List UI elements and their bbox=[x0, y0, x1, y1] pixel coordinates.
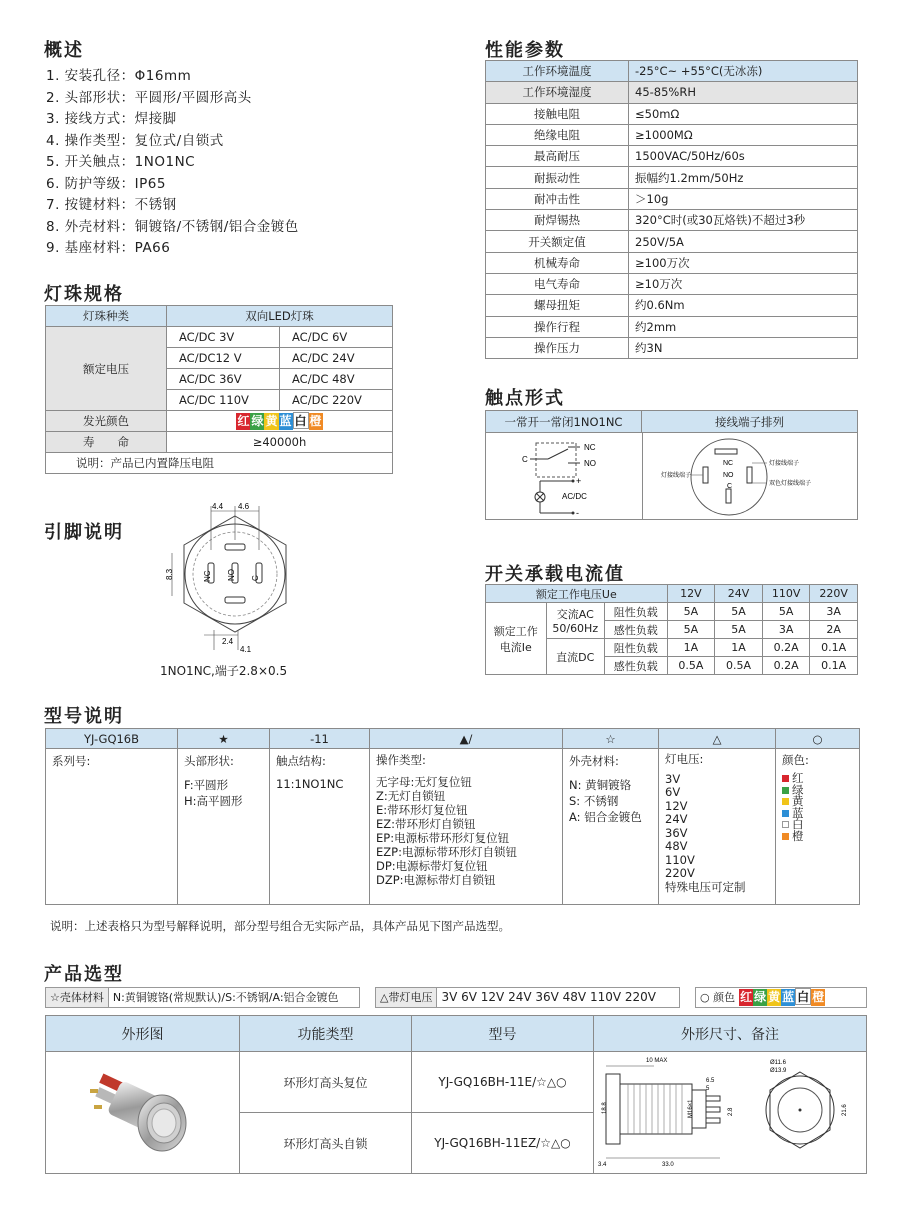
term-no: NO bbox=[723, 472, 734, 479]
current-cell: 0.5A bbox=[667, 657, 715, 675]
load-label: 阻性负载 bbox=[604, 639, 667, 657]
col-label: 灯电压: bbox=[665, 752, 704, 766]
col-item: 220V bbox=[665, 866, 695, 880]
volt-header: 12V bbox=[667, 585, 715, 603]
volt-header: 220V bbox=[810, 585, 858, 603]
dim-bottom-2: 4.1 bbox=[240, 645, 252, 654]
contact-schematic bbox=[486, 433, 642, 519]
dim-e: M16×1 bbox=[688, 1099, 694, 1118]
perf-value: ≥10万次 bbox=[629, 273, 858, 294]
schem-c: C bbox=[522, 455, 528, 464]
pin-title: 引脚说明 bbox=[44, 522, 124, 543]
list-item: 1. 安装孔径：Φ16mm bbox=[46, 68, 192, 84]
perf-value: 45-85%RH bbox=[629, 82, 858, 103]
current-cell: 2A bbox=[810, 621, 858, 639]
perf-key: 接触电阻 bbox=[486, 103, 629, 124]
led-header-kind: 双向LED灯珠 bbox=[167, 306, 393, 327]
col-item: S: 不锈钢 bbox=[569, 794, 619, 808]
current-cell: 1A bbox=[667, 639, 715, 657]
perf-value: 1500VAC/50Hz/60s bbox=[629, 146, 858, 167]
white-dot-icon bbox=[782, 821, 789, 828]
led-header-type: 灯珠种类 bbox=[46, 306, 167, 327]
color-chip-orange: 橙 bbox=[812, 990, 825, 1004]
col-item: E:带环形灯复位钮 bbox=[376, 803, 468, 817]
head-shape-col bbox=[178, 749, 270, 905]
perf-value: 约0.6Nm bbox=[629, 295, 858, 316]
list-item: 4. 操作类型：复位式/自锁式 bbox=[46, 132, 224, 149]
col-label: 触点结构: bbox=[276, 754, 326, 768]
dim-g: 3.4 bbox=[598, 1162, 607, 1168]
color-chip-orange: 橙 bbox=[309, 414, 322, 428]
overview-list bbox=[46, 66, 299, 260]
blue-dot-icon bbox=[782, 810, 789, 817]
current-cell: 5A bbox=[715, 621, 763, 639]
terminal-diagram bbox=[643, 433, 857, 519]
voltage-cell: AC/DC 6V bbox=[280, 327, 393, 348]
voltage-options-label: △带灯电压 bbox=[376, 988, 437, 1007]
schem-plus: + bbox=[576, 476, 582, 486]
col-item: 12V bbox=[665, 798, 688, 813]
pin-caption: 1NO1NC,端子2.8×0.5 bbox=[160, 664, 288, 678]
col-item: 48V bbox=[665, 839, 688, 853]
col-item: 绿 bbox=[792, 782, 804, 797]
perf-key: 开关额定值 bbox=[486, 231, 629, 252]
dim-d: 18.8 bbox=[602, 1102, 608, 1114]
dim-f: 2.8 bbox=[728, 1107, 734, 1116]
perf-key: 电气寿命 bbox=[486, 273, 629, 294]
list-item: 9. 基座材料：PA66 bbox=[46, 240, 171, 256]
dim-b: 6.5 bbox=[706, 1078, 715, 1084]
shell-col bbox=[563, 749, 659, 905]
term-nc: NC bbox=[723, 460, 734, 467]
current-cell: 5A bbox=[667, 603, 715, 621]
function-cell: 环形灯高头复位 bbox=[240, 1052, 412, 1113]
dim-top-1: 4.4 bbox=[212, 502, 224, 511]
life-value: ≥40000h bbox=[167, 432, 393, 453]
model-title: 型号说明 bbox=[44, 706, 124, 727]
model-head: ★ bbox=[178, 729, 270, 749]
term-lamp-1: 灯接线端子 bbox=[661, 473, 692, 479]
pin-diagram bbox=[150, 500, 320, 660]
col-item: 蓝 bbox=[792, 805, 804, 820]
current-cell: 5A bbox=[715, 603, 763, 621]
color-chip-white: 白 bbox=[294, 414, 307, 428]
life-label: 寿 命 bbox=[46, 432, 167, 453]
perf-value: ＞10g bbox=[629, 188, 858, 209]
perf-key: 机械寿命 bbox=[486, 252, 629, 273]
model-cell: YJ-GQ16BH-11EZ/☆△○ bbox=[412, 1113, 594, 1174]
color-chip-red: 红 bbox=[237, 414, 250, 428]
list-item: 7. 按键材料：不锈钢 bbox=[46, 197, 177, 213]
contact-header-2: 接线端子排列 bbox=[642, 411, 857, 433]
col-label: 颜色: bbox=[782, 753, 809, 767]
contact-box bbox=[485, 410, 858, 520]
perf-value: 320°C时(或30瓦烙铁)不超过3秒 bbox=[629, 210, 858, 231]
dim-a: 10 MAX bbox=[646, 1058, 668, 1064]
voltage-cell: AC/DC 110V bbox=[167, 390, 280, 411]
list-item: 2. 头部形状：平圆形/平圆形高头 bbox=[46, 89, 252, 106]
col-item: EZP:电源标带环形灯自锁钮 bbox=[376, 845, 517, 859]
red-dot-icon bbox=[782, 775, 789, 782]
perf-value: ≥1000MΩ bbox=[629, 124, 858, 145]
voltage-cell: AC/DC 48V bbox=[280, 369, 393, 390]
col-item: 3V bbox=[665, 771, 681, 786]
voltage-cell: AC/DC 36V bbox=[167, 369, 280, 390]
perf-key: 绝缘电阻 bbox=[486, 124, 629, 145]
led-table bbox=[45, 305, 393, 474]
series-col bbox=[46, 749, 178, 905]
col-item: A: 铝合金镀色 bbox=[569, 810, 642, 824]
perf-title: 性能参数 bbox=[485, 40, 565, 61]
col-item: EP:电源标带环形灯复位钮 bbox=[376, 831, 510, 845]
color-chip-green: 绿 bbox=[251, 414, 264, 428]
perf-value: -25°C~ +55°C(无冰冻) bbox=[629, 61, 858, 82]
model-head: -11 bbox=[270, 729, 370, 749]
color-chip-yellow: 黄 bbox=[265, 414, 278, 428]
shell-options-label: ☆壳体材料 bbox=[46, 988, 109, 1007]
list-item: 6. 防护等级：IP65 bbox=[46, 175, 166, 192]
volt-header: 24V bbox=[715, 585, 763, 603]
perf-value: 约2mm bbox=[629, 316, 858, 337]
dimension-cell bbox=[594, 1052, 867, 1174]
led-note: 说明：产品已内置降压电阻 bbox=[46, 453, 393, 474]
model-head: ☆ bbox=[563, 729, 659, 749]
dim-i: Ø11.6 bbox=[770, 1060, 786, 1066]
green-dot-icon bbox=[782, 787, 789, 794]
list-item: 3. 接线方式：焊接脚 bbox=[46, 111, 177, 127]
dim-c: 5 bbox=[706, 1086, 710, 1092]
perf-key: 工作环境湿度 bbox=[486, 82, 629, 103]
color-options bbox=[695, 987, 867, 1008]
orange-dot-icon bbox=[782, 833, 789, 840]
model-head: YJ-GQ16B bbox=[46, 729, 178, 749]
current-cell: 5A bbox=[667, 621, 715, 639]
col-item: F:平圆形 bbox=[184, 778, 229, 792]
color-chip-yellow: 黄 bbox=[768, 990, 781, 1004]
perf-key: 最高耐压 bbox=[486, 146, 629, 167]
col-item: 特殊电压可定制 bbox=[665, 879, 746, 894]
term-c: C bbox=[727, 483, 733, 490]
voltage-cell: AC/DC 24V bbox=[280, 348, 393, 369]
rated-voltage-label: 额定电压 bbox=[46, 327, 167, 411]
list-item: 8. 外壳材料：铜镀铬/不锈钢/铝合金镀色 bbox=[46, 218, 299, 235]
col-item: Z:无灯自锁钮 bbox=[376, 789, 446, 803]
col-item: 黄 bbox=[792, 794, 804, 808]
dc-label: 直流DC bbox=[546, 639, 604, 675]
col-item: 11:1NO1NC bbox=[276, 777, 344, 791]
current-cell: 5A bbox=[762, 603, 810, 621]
shell-options-value: N:黄铜镀铬(常规默认)/S:不锈钢/A:铝合金镀色 bbox=[112, 991, 339, 1004]
perf-key: 操作行程 bbox=[486, 316, 629, 337]
model-head: ▲/ bbox=[370, 729, 563, 749]
overview-title: 概述 bbox=[44, 40, 84, 61]
current-cell: 0.2A bbox=[762, 639, 810, 657]
model-head: △ bbox=[659, 729, 776, 749]
product-image-cell bbox=[46, 1052, 240, 1174]
perf-key: 螺母扭矩 bbox=[486, 295, 629, 316]
perf-key: 耐冲击性 bbox=[486, 188, 629, 209]
perf-table bbox=[485, 60, 858, 359]
model-note: 说明：上述表格只为型号解释说明，部分型号组合无实际产品，具体产品见下图产品选型。 bbox=[50, 919, 510, 933]
perf-key: 耐振动性 bbox=[486, 167, 629, 188]
col-item: 110V bbox=[665, 852, 695, 867]
rated-voltage-header: 额定工作电压Ue bbox=[486, 585, 668, 603]
current-cell: 3A bbox=[810, 603, 858, 621]
shell-options bbox=[45, 987, 360, 1008]
load-label: 感性负载 bbox=[604, 657, 667, 675]
perf-key: 耐焊锡热 bbox=[486, 210, 629, 231]
ac-label: 交流AC 50/60Hz bbox=[546, 603, 604, 639]
col-item: H:高平圆形 bbox=[184, 794, 243, 808]
current-table bbox=[485, 584, 858, 675]
selection-head: 功能类型 bbox=[240, 1016, 412, 1052]
color-chip-blue: 蓝 bbox=[279, 414, 292, 428]
term-lamp-2: 灯接线端子 bbox=[769, 461, 800, 467]
schem-no: NO bbox=[584, 459, 596, 468]
perf-key: 工作环境温度 bbox=[486, 61, 629, 82]
current-cell: 0.2A bbox=[762, 657, 810, 675]
selection-title: 产品选型 bbox=[44, 964, 124, 985]
col-label: 头部形状: bbox=[184, 754, 234, 768]
perf-value: 振幅约1.2mm/50Hz bbox=[629, 167, 858, 188]
voltage-cell: AC/DC 3V bbox=[167, 327, 280, 348]
current-cell: 0.1A bbox=[810, 657, 858, 675]
model-cell: YJ-GQ16BH-11E/☆△○ bbox=[412, 1052, 594, 1113]
current-cell: 0.1A bbox=[810, 639, 858, 657]
perf-value: ≤50mΩ bbox=[629, 103, 858, 124]
schem-acdc: AC/DC bbox=[562, 492, 587, 501]
col-item: 橙 bbox=[792, 828, 804, 843]
current-cell: 3A bbox=[762, 621, 810, 639]
lamp-voltage-col bbox=[659, 749, 776, 905]
color-chip-green: 绿 bbox=[754, 990, 767, 1004]
col-item: 红 bbox=[792, 771, 804, 785]
col-item: 无字母:无灯复位钮 bbox=[376, 775, 472, 789]
perf-key: 操作压力 bbox=[486, 337, 629, 358]
contact-col bbox=[270, 749, 370, 905]
schem-minus: - bbox=[576, 508, 579, 518]
perf-value: 约3N bbox=[629, 337, 858, 358]
pin-top bbox=[225, 544, 245, 550]
volt-header: 110V bbox=[762, 585, 810, 603]
led-title: 灯珠规格 bbox=[44, 284, 124, 305]
col-item: N: 黄铜镀铬 bbox=[569, 778, 632, 792]
rated-current-label: 额定工作电流Ie bbox=[486, 603, 547, 675]
color-options-label: ○ 颜色 bbox=[700, 991, 736, 1004]
col-label: 操作类型: bbox=[376, 753, 426, 767]
color-chip-white: 白 bbox=[797, 990, 810, 1004]
model-table bbox=[45, 728, 860, 905]
col-item: 白 bbox=[792, 817, 804, 831]
voltage-cell: AC/DC12 V bbox=[167, 348, 280, 369]
dim-top-2: 4.6 bbox=[238, 502, 250, 511]
voltage-options-value: 3V 6V 12V 24V 36V 48V 110V 220V bbox=[441, 990, 656, 1004]
list-item: 5. 开关触点：1NO1NC bbox=[46, 154, 196, 170]
col-item: DP:电源标带灯复位钮 bbox=[376, 859, 488, 873]
selection-head: 外形图 bbox=[46, 1016, 240, 1052]
col-item: 36V bbox=[665, 825, 688, 840]
color-chip-blue: 蓝 bbox=[782, 990, 795, 1004]
series-label: 系列号: bbox=[52, 754, 91, 768]
schem-nc: NC bbox=[584, 443, 596, 452]
light-color-chips bbox=[167, 411, 393, 432]
function-cell: 环形灯高头自锁 bbox=[240, 1113, 412, 1174]
contact-header-1: 一常开一常闭1NO1NC bbox=[486, 411, 642, 433]
col-item: 24V bbox=[665, 812, 688, 826]
selection-head: 型号 bbox=[412, 1016, 594, 1052]
selection-table bbox=[45, 1015, 867, 1174]
current-cell: 1A bbox=[715, 639, 763, 657]
dim-k: 21.6 bbox=[842, 1104, 848, 1116]
yellow-dot-icon bbox=[782, 798, 789, 805]
selection-head: 外形尺寸、备注 bbox=[594, 1016, 867, 1052]
contact-title: 触点形式 bbox=[485, 388, 565, 409]
dim-left: 8.3 bbox=[165, 568, 174, 580]
col-label: 外壳材料: bbox=[569, 754, 619, 768]
current-cell: 0.5A bbox=[715, 657, 763, 675]
perf-value: 250V/5A bbox=[629, 231, 858, 252]
dim-j: Ø13.9 bbox=[770, 1068, 787, 1074]
term-lamp-3: 双色灯接线端子 bbox=[769, 481, 812, 487]
color-chip-red: 红 bbox=[740, 990, 753, 1004]
dimension-drawing bbox=[594, 1052, 864, 1170]
load-label: 阻性负载 bbox=[604, 603, 667, 621]
label-c: C bbox=[251, 575, 260, 581]
dim-h: 33.0 bbox=[662, 1162, 674, 1168]
voltage-options bbox=[375, 987, 680, 1008]
label-nc: NC bbox=[203, 570, 212, 582]
voltage-cell: AC/DC 220V bbox=[280, 390, 393, 411]
col-item: EZ:带环形灯自锁钮 bbox=[376, 817, 476, 831]
operation-col bbox=[370, 749, 563, 905]
col-item: 6V bbox=[665, 785, 681, 799]
current-title: 开关承载电流值 bbox=[485, 564, 625, 585]
perf-value: ≥100万次 bbox=[629, 252, 858, 273]
col-item: DZP:电源标带灯自锁钮 bbox=[376, 873, 496, 887]
model-head: ○ bbox=[776, 729, 860, 749]
pin-bottom bbox=[225, 597, 245, 603]
dim-bottom-1: 2.4 bbox=[222, 637, 234, 646]
label-no: NO bbox=[227, 569, 236, 581]
load-label: 感性负载 bbox=[604, 621, 667, 639]
light-color-label: 发光颜色 bbox=[46, 411, 167, 432]
color-col bbox=[776, 749, 860, 905]
product-photo bbox=[78, 1061, 208, 1161]
